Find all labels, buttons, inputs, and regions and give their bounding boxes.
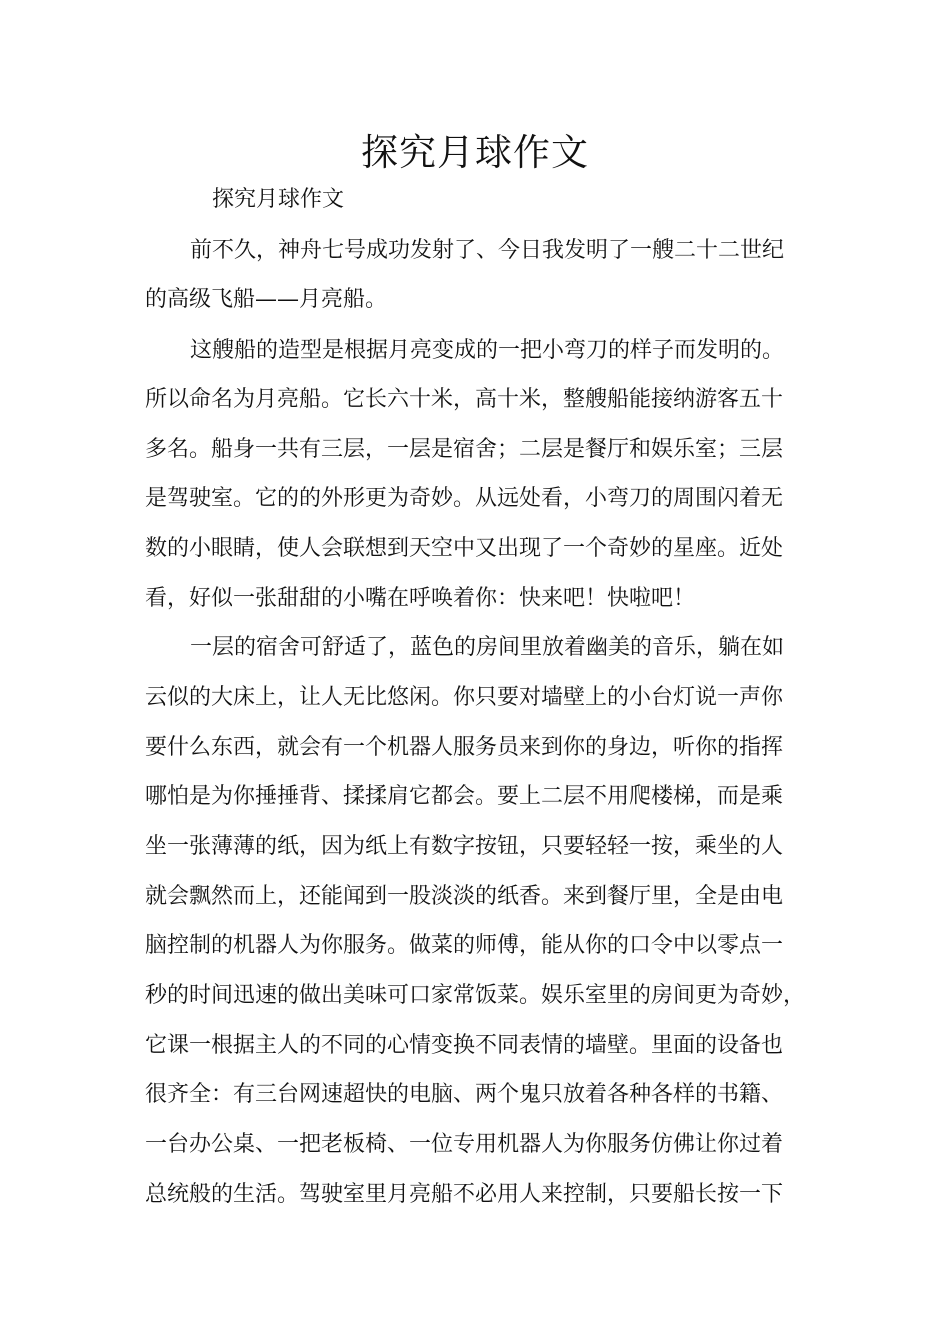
body-line: 看，好似一张甜甜的小嘴在呼唤着你：快来吧！快啦吧！ bbox=[145, 586, 696, 611]
body-line: 哪怕是为你捶捶背、揉揉肩它都会。要上二层不用爬楼梯，而是乘 bbox=[145, 784, 784, 809]
body-line: 的高级飞船——月亮船。 bbox=[145, 287, 388, 312]
body-line: 总统般的生活。驾驶室里月亮船不必用人来控制，只要船长按一下 bbox=[145, 1182, 784, 1207]
body-line: 是驾驶室。它的的外形更为奇妙。从远处看，小弯刀的周围闪着无 bbox=[145, 486, 784, 511]
body-line: 很齐全：有三台网速超快的电脑、两个鬼只放着各种各样的书籍、 bbox=[145, 1082, 784, 1107]
body-line: 要什么东西，就会有一个机器人服务员来到你的身边，听你的指挥 bbox=[145, 735, 784, 760]
body-line: 云似的大床上，让人无比悠闲。你只要对墙壁上的小台灯说一声你 bbox=[145, 685, 784, 710]
body-line: 所以命名为月亮船。它长六十米，高十米，整艘船能接纳游客五十 bbox=[145, 387, 784, 412]
document-title: 探究月球作文 bbox=[361, 131, 589, 174]
body-line: 一台办公桌、一把老板椅、一位专用机器人为你服务仿佛让你过着 bbox=[145, 1132, 784, 1157]
body-line: 就会飘然而上，还能闻到一股淡淡的纸香。来到餐厅里，全是由电 bbox=[145, 884, 784, 909]
document-subtitle: 探究月球作文 bbox=[212, 187, 345, 212]
body-line: 前不久，神舟七号成功发射了、今日我发明了一艘二十二世纪 bbox=[190, 238, 785, 263]
body-line: 秒的时间迅速的做出美味可口家常饭菜。娱乐室里的房间更为奇妙， bbox=[145, 983, 806, 1008]
body-line: 数的小眼睛，使人会联想到天空中又出现了一个奇妙的星座。近处 bbox=[145, 536, 784, 561]
body-line: 脑控制的机器人为你服务。做菜的师傅，能从你的口令中以零点一 bbox=[145, 933, 784, 958]
body-line: 坐一张薄薄的纸，因为纸上有数字按钮，只要轻轻一按，乘坐的人 bbox=[145, 834, 784, 859]
body-line: 这艘船的造型是根据月亮变成的一把小弯刀的样子而发明的。 bbox=[190, 338, 785, 363]
body-line: 它课一根据主人的不同的心情变换不同表情的墙壁。里面的设备也 bbox=[145, 1033, 784, 1058]
body-line: 多名。船身一共有三层，一层是宿舍；二层是餐厅和娱乐室；三层 bbox=[145, 437, 784, 462]
body-line: 一层的宿舍可舒适了，蓝色的房间里放着幽美的音乐，躺在如 bbox=[190, 635, 785, 660]
